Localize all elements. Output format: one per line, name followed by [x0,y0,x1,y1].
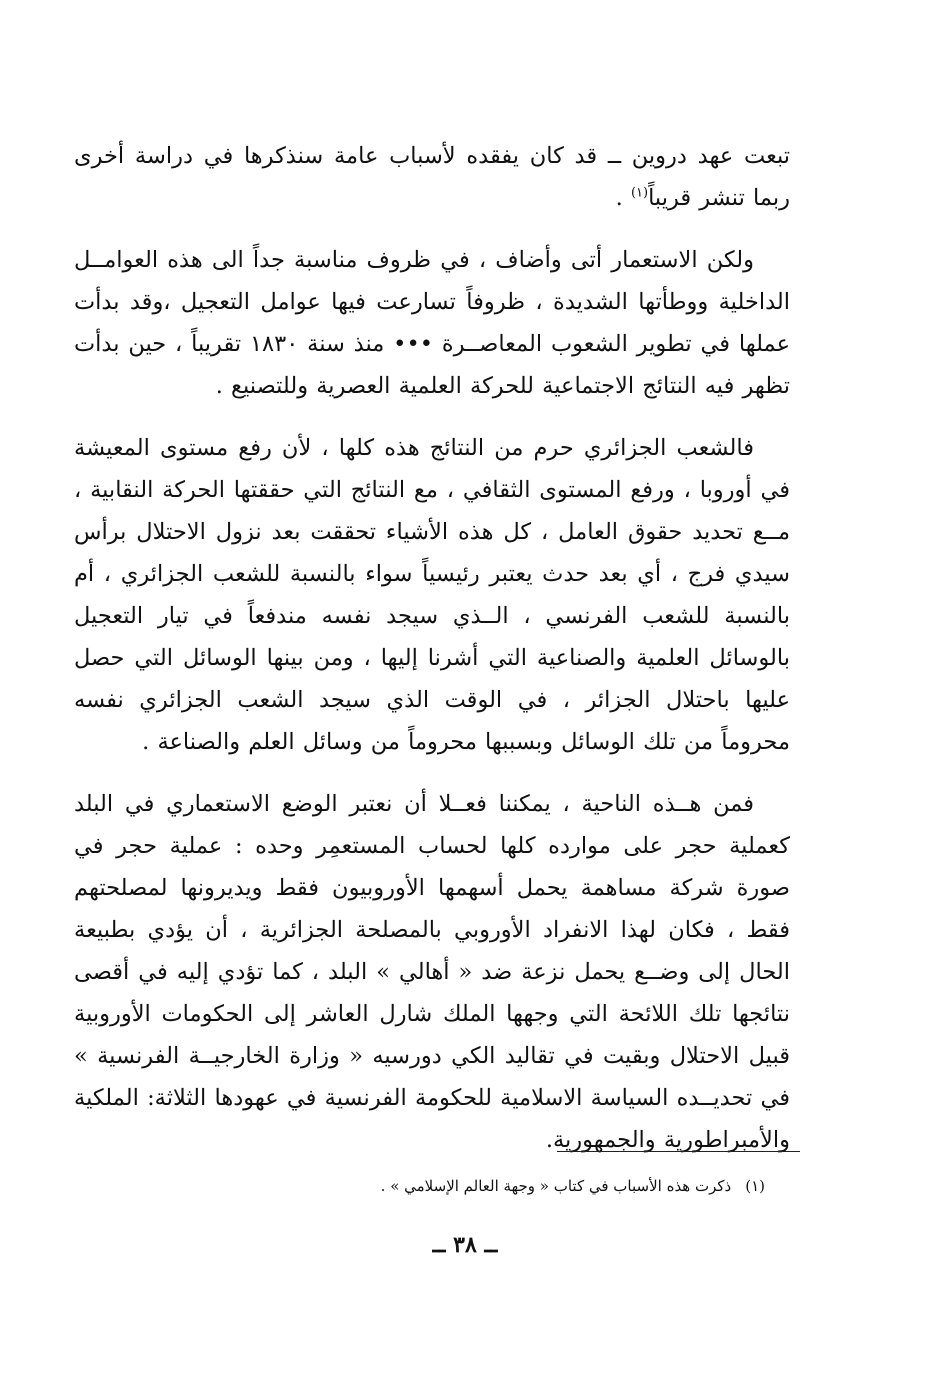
footnote-separator [557,1151,800,1152]
page-number: ــ ٣٨ ــ [432,1232,498,1258]
body-text [74,135,790,1161]
paragraph-2: ولكن الاستعمار أتى وأضاف ، في ظروف مناسبة جداً الى هذه العوامــل الداخلية ووطأتها الشديدة ، ظروفاً تسارعت فيها عوامل التعجيل ،وقد بدأت عملها في تطوير الشعوب المعاصــرة ••• منذ سنة ١٨٣٠ تقريباً ، حين بدأت تظهر فيه النتائج الاجتماعية للحركة العلمية العصرية وللتصنيع . [74,247,790,399]
paragraph-1-text: تبعت عهد دروين ــ قد كان يفقده لأسباب عامة سنذكرها في دراسة أخرى ربما تنشر قريباً [74,143,790,211]
paragraph-4: فمن هــذه الناحية ، يمكننا فعــلا أن نعتبر الوضع الاستعماري في البلد كعملية حجر على موارده كلها لحساب المستعمِر وحده : عملية حجر في صورة شركة مساهمة يحمل أسهمها الأوروبيون فقط ويديرونها لمصلحتهم فقط ، فكان لهذا الانفراد الأوروبي بالمصلحة الجزائرية ، أن يؤدي بطبيعة الحال إلى وضــع يحمل نزعة ضد « أهالي » البلد ، كما تؤدي إليه في أقصى نتائجها تلك اللائحة التي وجهها الملك شارل العاشر إلى الحكومات الأوروبية قبيل الاحتلال وبقيت في تقاليد الكي دورسيه « وزارة الخارجيــة الفرنسية » في تحديــده السياسة الاسلامية للحكومة الفرنسية في عهودها الثلاثة: الملكية والأمبراطورية والجمهورية. [74,791,790,1153]
paragraph-3: فالشعب الجزائري حرم من النتائج هذه كلها ، لأن رفع مستوى المعيشة في أوروبا ، ورفع المستوى الثقافي ، مع النتائج التي حققتها الحركة النقابية ، مــع تحديد حقوق العامل ، كل هذه الأشياء تحققت بعد نزول الاحتلال برأس سيدي فرج ، أي بعد حدث يعتبر رئيسياً سواء بالنسبة للشعب الجزائري ، أم بالنسبة للشعب الفرنسي ، الــذي سيجد نفسه مندفعاً في تيار التعجيل بالوسائل العلمية والصناعية التي أشرنا إليها ، ومن بينها الوسائل التي حصل عليها باحتلال الجزائر ، في الوقت الذي سيجد الشعب الجزائري نفسه محروماً من تلك الوسائل وبسببها محروماً من وسائل العلم والصناعة . [74,435,790,755]
footnote-text: ذكرت هذه الأسباب في كتاب « وجهة العالم الإسلامي » . [380,1177,732,1195]
paragraph-1 [74,135,790,219]
footnote-number: (١) [745,1177,765,1195]
footnote [245,1174,765,1198]
footnote-reference: (١) [630,185,649,201]
paragraph-1-tail: . [615,185,631,211]
